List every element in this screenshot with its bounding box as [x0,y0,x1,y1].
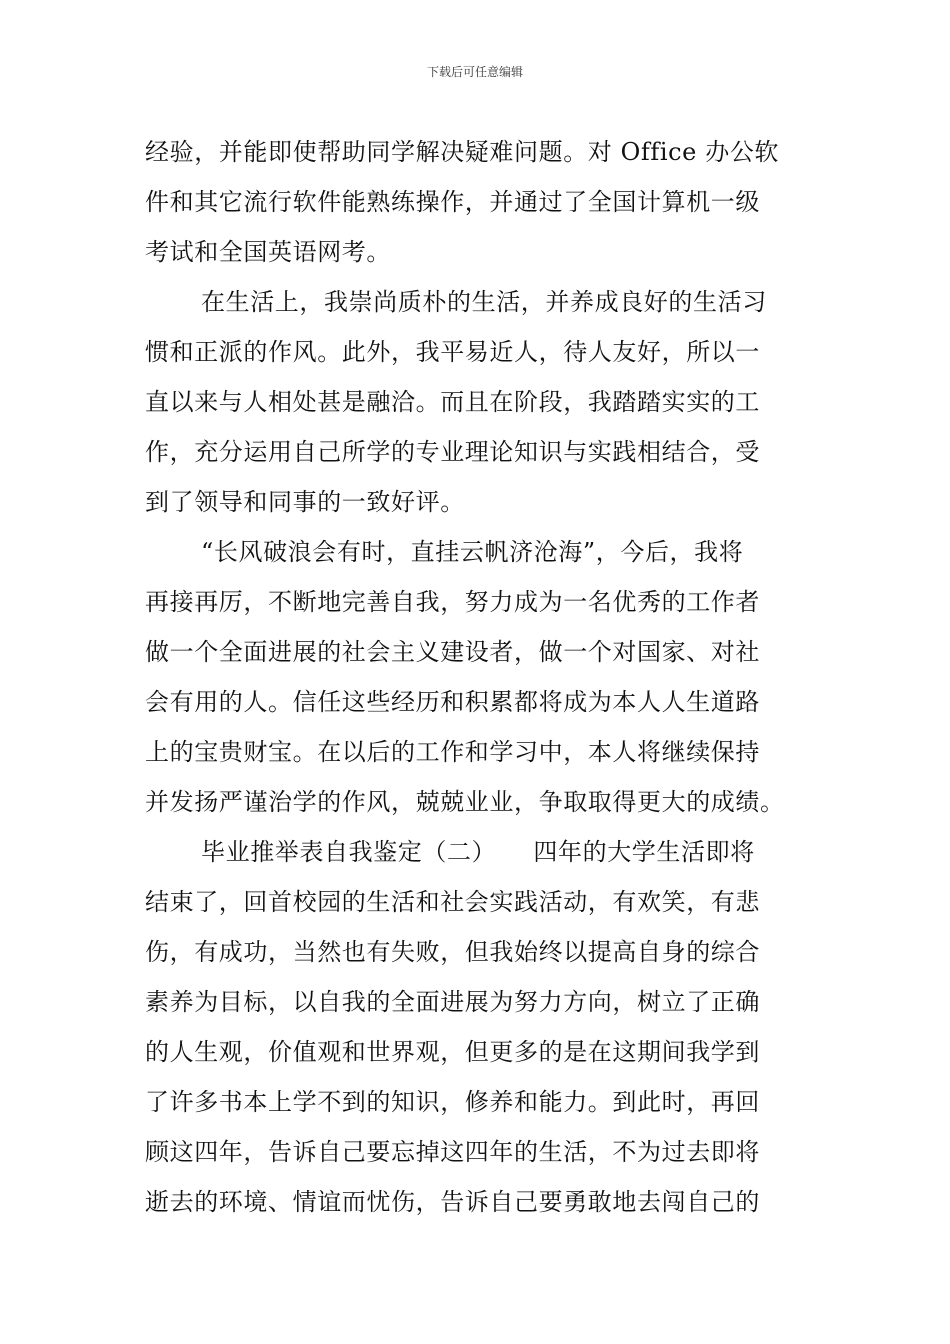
text-line: 并发扬严谨治学的作风，兢兢业业，争取取得更大的成绩。 [145,788,785,816]
document-body [145,127,809,1227]
paragraph-start-line: “长风破浪会有时，直挂云帆济沧海”，今后，我将 [201,538,744,566]
paragraph-start-line: 在生活上，我崇尚质朴的生活，并养成良好的生活习 [201,288,767,316]
text-line: 会有用的人。信任这些经历和积累都将成为本人人生道路 [145,688,760,716]
text-line: 逝去的环境、情谊而忧伤，告诉自己要勇敢地去闯自己的 [145,1188,760,1216]
text-line: 顾这四年，告诉自己要忘掉这四年的生活，不为过去即将 [145,1138,760,1166]
text-line: 到了领导和同事的一致好评。 [145,488,465,516]
paragraph-start-line: 毕业推举表自我鉴定（二） 四年的大学生活即将 [201,838,755,866]
page-header: 下载后可任意编辑 [426,65,523,79]
text-line: 上的宝贵财宝。在以后的工作和学习中，本人将继续保持 [145,738,760,766]
text-line: 考试和全国英语网考。 [145,238,391,266]
text-line: 结束了，回首校园的生活和社会实践活动，有欢笑，有悲 [145,888,760,916]
text-line: 素养为目标，以自我的全面进展为努力方向，树立了正确 [145,988,760,1016]
text-line: 做一个全面进展的社会主义建设者，做一个对国家、对社 [145,638,760,666]
text-line: 再接再厉，不断地完善自我，努力成为一名优秀的工作者 [145,588,760,616]
text-line: 作，充分运用自己所学的专业理论知识与实践相结合，受 [145,438,760,466]
text-line: 伤，有成功，当然也有失败，但我始终以提高自身的综合 [145,938,760,966]
text-line: 直以来与人相处甚是融洽。而且在阶段，我踏踏实实的工 [145,388,760,416]
text-line: 了许多书本上学不到的知识，修养和能力。到此时，再回 [145,1088,760,1116]
text-line: 的人生观，价值观和世界观，但更多的是在这期间我学到 [145,1038,760,1066]
text-line: 件和其它流行软件能熟练操作，并通过了全国计算机一级 [145,188,760,216]
text-line: 经验，并能即使帮助同学解决疑难问题。对 Office 办公软 [145,138,780,166]
text-line: 惯和正派的作风。此外，我平易近人，待人友好，所以一 [145,338,760,366]
